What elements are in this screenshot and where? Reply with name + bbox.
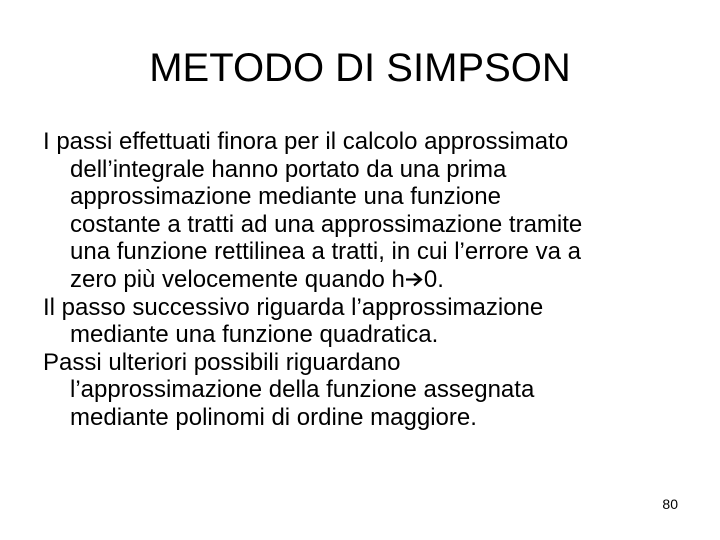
- page-number: 80: [662, 496, 678, 512]
- slide-title: METODO DI SIMPSON: [149, 46, 571, 90]
- paragraph-2: [43, 294, 703, 349]
- paragraph-line: dell’integrale hanno portato da una prima: [70, 155, 507, 183]
- paragraph-line: I passi effettuati finora per il calcolo approssimato: [43, 128, 569, 155]
- paragraph-3: [43, 349, 703, 432]
- paragraph-line: approssimazione mediante una funzione: [70, 183, 501, 211]
- paragraph-line: una funzione rettilinea a tratti, in cui l’errore va a: [70, 238, 581, 266]
- paragraph-line: l’approssimazione della funzione assegnata: [70, 376, 535, 404]
- paragraph-1: [43, 128, 703, 294]
- line-text-after-arrow: 0.: [423, 265, 444, 293]
- line-text-before-arrow: zero più velocemente quando h: [70, 265, 405, 293]
- right-arrow-icon: [405, 271, 424, 288]
- paragraph-line: mediante polinomi di ordine maggiore.: [70, 403, 477, 431]
- paragraph-line: mediante una funzione quadratica.: [70, 321, 439, 349]
- slide-body: [43, 128, 703, 432]
- paragraph-line: [43, 266, 703, 294]
- paragraph-line: costante a tratti ad una approssimazione tramite: [70, 210, 583, 238]
- paragraph-line: Il passo successivo riguarda l’approssimazione: [43, 293, 544, 321]
- paragraph-line: Passi ulteriori possibili riguardano: [43, 348, 401, 376]
